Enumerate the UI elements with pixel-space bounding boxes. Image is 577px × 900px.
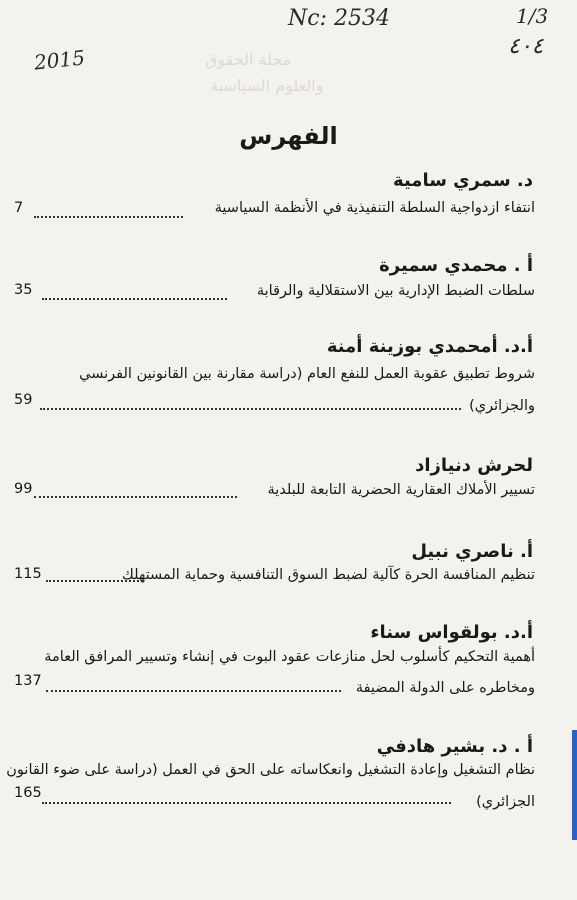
handwritten-fraction: 1/3 — [516, 4, 549, 28]
handwritten-code: ٤٠٤ — [508, 34, 544, 59]
entry-author: لحرش دنيازاد — [415, 455, 533, 476]
entry-author: أ . د. بشير هادفي — [376, 736, 533, 757]
entry-title-line: الجزائري) — [476, 794, 535, 810]
entry-author: أ.د. أمحمدي بوزينة أمنة — [326, 336, 533, 357]
dot-leader — [46, 690, 341, 692]
entry-title-line: تسيير الأملاك العقارية الحضرية التابعة للبلدية — [267, 482, 535, 498]
entry-title-line: تنظيم المنافسة الحرة كآلية لضبط السوق التنافسية وحماية المستهلك — [121, 567, 535, 583]
entry-title-line: انتفاء ازدواجية السلطة التنفيذية في الأنظمة السياسية — [214, 200, 535, 216]
entry-title-line: والجزائري) — [469, 398, 535, 414]
entry-page-number: 35 — [14, 282, 33, 298]
bleed-through-text: والعلوم السياسية — [210, 76, 324, 95]
entry-title-line: ومخاطره على الدولة المضيفة — [355, 680, 535, 696]
entry-author: أ.د. بولقواس سناء — [370, 622, 533, 643]
entry-page-number: 137 — [14, 673, 42, 689]
entry-title-line: شروط تطبيق عقوبة العمل للنفع العام (دراسة مقارنة بين القانونين الفرنسي — [79, 366, 535, 382]
dot-leader — [40, 408, 461, 410]
entry-page-number: 115 — [14, 566, 42, 582]
dot-leader — [34, 216, 183, 218]
dot-leader — [42, 298, 227, 300]
handwritten-reference: Nc: 2534 — [288, 6, 390, 31]
entry-page-number: 99 — [14, 481, 33, 497]
entry-title-line: أهمية التحكيم كأسلوب لحل منازعات عقود البوت في إنشاء وتسيير المرافق العامة — [44, 649, 535, 665]
dot-leader — [46, 580, 143, 582]
entry-page-number: 59 — [14, 392, 33, 408]
entry-author: د. سمري سامية — [393, 170, 533, 191]
dot-leader — [42, 802, 451, 804]
entry-title-line: نظام التشغيل وإعادة التشغيل وانعكاساته على الحق في العمل (دراسة على ضوء القانون — [6, 762, 535, 778]
entry-page-number: 165 — [14, 785, 42, 801]
entry-author: أ. ناصري نبيل — [411, 541, 533, 562]
page-title: الفهرس — [239, 122, 338, 150]
handwritten-year: 2015 — [32, 45, 87, 75]
bleed-through-text: مجلة الحقوق — [205, 50, 292, 69]
entry-page-number: 7 — [14, 200, 24, 216]
page-edge-marker — [572, 730, 577, 840]
dot-leader — [34, 496, 237, 498]
entry-title-line: سلطات الضبط الإدارية بين الاستقلالية والرقابة — [256, 283, 535, 299]
entry-author: أ . محمدي سميرة — [379, 255, 533, 276]
